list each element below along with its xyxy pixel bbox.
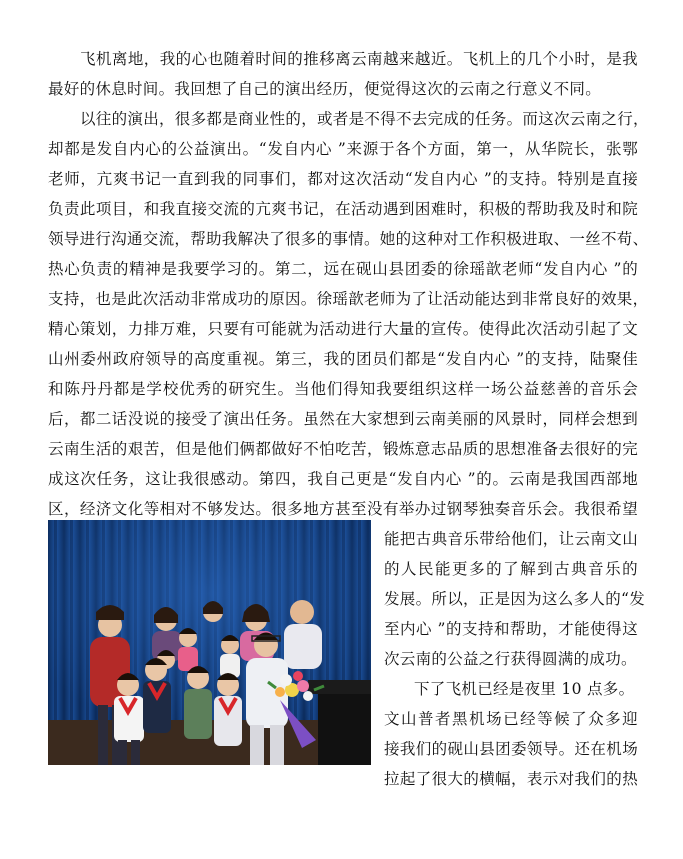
paragraph-line: 负责此项目，和我直接交流的亢爽书记，在活动遇到困难时，积极的帮助我及时和院 — [48, 200, 638, 218]
paragraph-line: 区，经济文化等相对不够发达。很多地方甚至没有举办过钢琴独奏音乐会。我很希望 — [48, 500, 638, 518]
paragraph-line: 能把古典音乐带给他们，让云南文山 — [384, 530, 638, 548]
paragraph-line: 后，都二话没说的接受了演出任务。虽然在大家想到云南美丽的风景时，同样会想到 — [48, 410, 638, 428]
paragraph-line: 却都是发自内心的公益演出。“发自内心 ”来源于各个方面，第一，从华院长，张鄂 — [48, 140, 638, 158]
paragraph-line: 成这次任务，这让我很感动。第四，我自己更是“发自内心 ”的。云南是我国西部地 — [48, 470, 638, 488]
paragraph-line: 文山普者黑机场已经等候了众多迎 — [384, 710, 638, 728]
paragraph-line: 领导进行沟通交流，帮助我解决了很多的事情。她的这种对工作积极进取、一丝不苟、 — [48, 230, 649, 248]
paragraph-line: 支持，也是此次活动非常成功的原因。徐瑶歆老师为了让活动能达到非常良好的效果， — [48, 290, 649, 308]
paragraph-line: 飞机离地，我的心也随着时间的推移离云南越来越近。飞机上的几个小时，是我 — [80, 50, 638, 68]
paragraph-line: 最好的休息时间。我回想了自己的演出经历，便觉得这次的云南之行意义不同。 — [48, 80, 602, 98]
paragraph-line: 次云南的公益之行获得圆满的成功。 — [384, 650, 637, 668]
paragraph-line: 至内心 ”的支持和帮助，才能使得这 — [384, 620, 638, 638]
paragraph-line: 热心负责的精神是我要学习的。第二，远在砚山县团委的徐瑶歆老师“发自内心 ”的 — [48, 260, 638, 278]
group-photo — [48, 520, 371, 765]
paragraph-line: 接我们的砚山县团委领导。还在机场 — [384, 740, 638, 758]
paragraph-line: 拉起了很大的横幅，表示对我们的热 — [384, 770, 638, 788]
paragraph-line: 以往的演出，很多都是商业性的，或者是不得不去完成的任务。而这次云南之行， — [80, 110, 649, 128]
paragraph-line: 的人民能更多的了解到古典音乐的 — [384, 560, 638, 578]
paragraph-line: 发展。所以，正是因为这么多人的“发 — [384, 590, 646, 608]
paragraph-line: 老师，亢爽书记一直到我的同事们，都对这次活动“发自内心 ”的支持。特别是直接 — [48, 170, 638, 188]
paragraph-line: 下了飞机已经是夜里 10 点多。 — [414, 680, 635, 698]
paragraph-line: 山州委州政府领导的高度重视。第三，我的团员们都是“发自内心 ”的支持，陆聚佳 — [48, 350, 638, 368]
paragraph-line: 和陈丹丹都是学校优秀的研究生。当他们得知我要组织这样一场公益慈善的音乐会 — [48, 380, 638, 398]
paragraph-line: 精心策划，力排万难，只要有可能就为活动进行大量的宣传。使得此次活动引起了文 — [48, 320, 638, 338]
paragraph-line: 云南生活的艰苦，但是他们俩都做好不怕吃苦，锻炼意志品质的思想准备去很好的完 — [48, 440, 638, 458]
